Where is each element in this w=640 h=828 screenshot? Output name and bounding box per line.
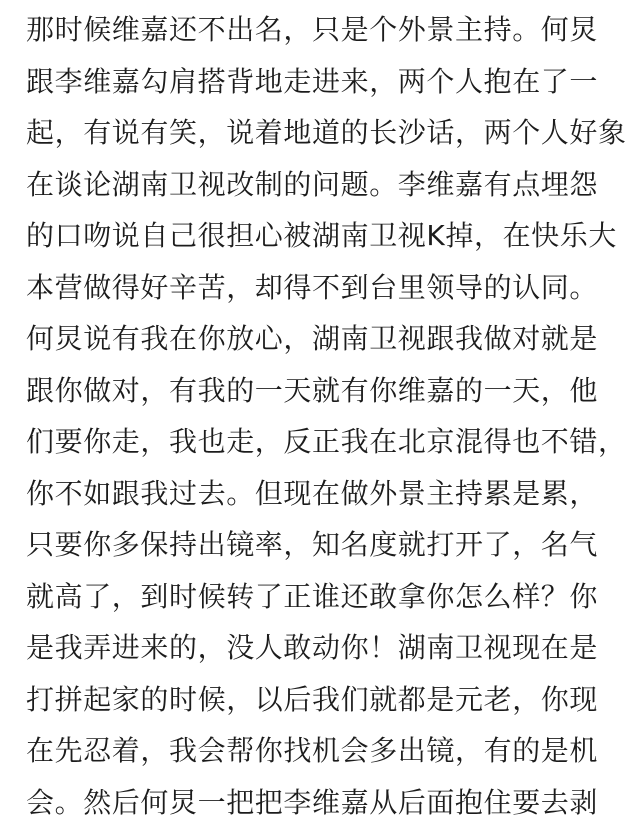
article-text bbox=[26, 4, 626, 828]
text-line: 何炅说有我在你放心，湖南卫视跟我做对就是 bbox=[26, 313, 626, 365]
text-line: 的口吻说自己很担心被湖南卫视K掉，在快乐大 bbox=[26, 210, 626, 262]
text-line: 跟你做对，有我的一天就有你维嘉的一天，他 bbox=[26, 365, 626, 417]
text-line: 本营做得好辛苦，却得不到台里领导的认同。 bbox=[26, 262, 626, 314]
text-line: 打拼起家的时候，以后我们就都是元老，你现 bbox=[26, 674, 626, 726]
text-line: 只要你多保持出镜率，知名度就打开了，名气 bbox=[26, 519, 626, 571]
text-line: 跟李维嘉勾肩搭背地走进来，两个人抱在了一 bbox=[26, 56, 626, 108]
text-line: 会。然后何炅一把把李维嘉从后面抱住要去剥 bbox=[26, 777, 626, 828]
text-line: 是我弄进来的，没人敢动你！湖南卫视现在是 bbox=[26, 622, 626, 674]
text-line: 你不如跟我过去。但现在做外景主持累是累， bbox=[26, 468, 626, 520]
text-line: 那时候维嘉还不出名，只是个外景主持。何炅 bbox=[26, 4, 626, 56]
text-line: 起，有说有笑，说着地道的长沙话，两个人好象 bbox=[26, 107, 626, 159]
text-line: 在先忍着，我会帮你找机会多出镜，有的是机 bbox=[26, 725, 626, 777]
text-line: 们要你走，我也走，反正我在北京混得也不错， bbox=[26, 416, 626, 468]
text-line: 在谈论湖南卫视改制的问题。李维嘉有点埋怨 bbox=[26, 159, 626, 211]
text-line: 就高了，到时候转了正谁还敢拿你怎么样？你 bbox=[26, 571, 626, 623]
